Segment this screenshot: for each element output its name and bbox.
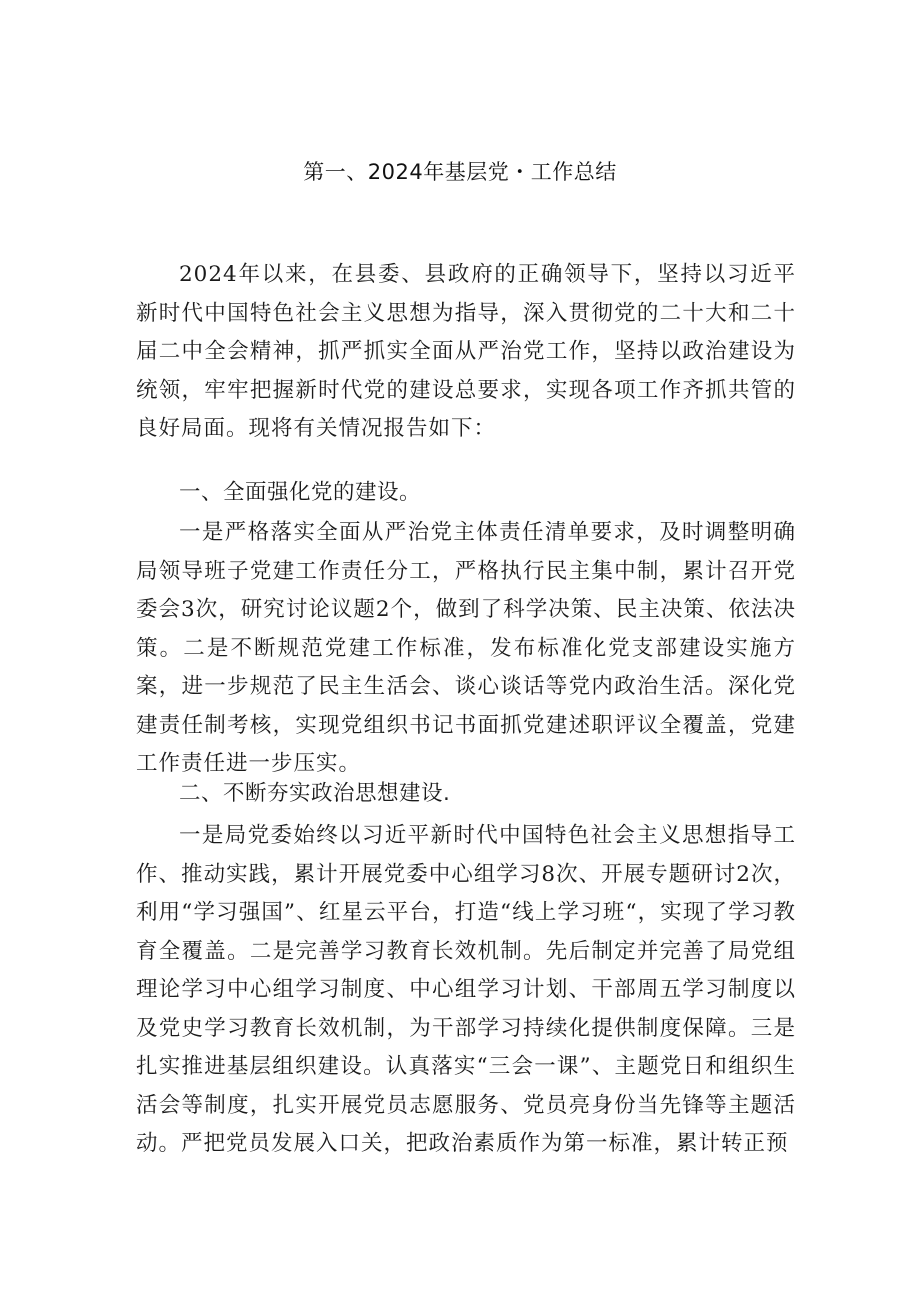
intro-paragraph: 2024年以来，在县委、县政府的正确领导下，坚持以习近平新时代中国特色社会主义思想为指导，深入贯彻党的二十大和二十届二中全会精神，抓严抓实全面从严治党工作，坚持以政治建设为统领，牢牢把握新时代党的建设总要求，实现各项工作齐抓共管的良好局面。现将有关情况报告如下： [136,262,796,441]
section-heading-1: 一、全面强化党的建设。 [179,480,422,505]
section-heading-2: 二、不断夯实政治思想建设. [179,781,451,806]
document-title: 第一、2024年基层党・工作总结 [303,160,617,184]
section-paragraph-2: 一是局党委始终以习近平新时代中国特色社会主义思想指导工作、推动实践，累计开展党委中心组学习8次、开展专题研讨2次，利用“学习强国”、红星云平台，打造“线上学习班“，实现了学习教育全覆盖。二是完善学习教育长效机制。先后制定并完善了局党组理论学习中心组学习制度、中心组学习计划、干部周五学习制度以及党史学习教育长效机制，为干部学习持续化提供制度保障。三是扎实推进基层组织建设。认真落实“三会一课”、主题党日和组织生活会等制度，扎实开展党员志愿服务、党员亮身份当先锋等主题活动。严把党员发展入口关，把政治素质作为第一标准，累计转正预 [136,823,796,1156]
section-paragraph-1: 一是严格落实全面从严治党主体责任清单要求，及时调整明确局领导班子党建工作责任分工，严格执行民主集中制，累计召开党委会3次，研究讨论议题2个，做到了科学决策、民主决策、依法决策。二是不断规范党建工作标准，发布标准化党支部建设实施方案，进一步规范了民主生活会、谈心谈话等党内政治生活。深化党建责任制考核，实现党组织书记书面抓党建述职评议全覆盖，党建工作责任进一步压实。 [136,520,796,776]
